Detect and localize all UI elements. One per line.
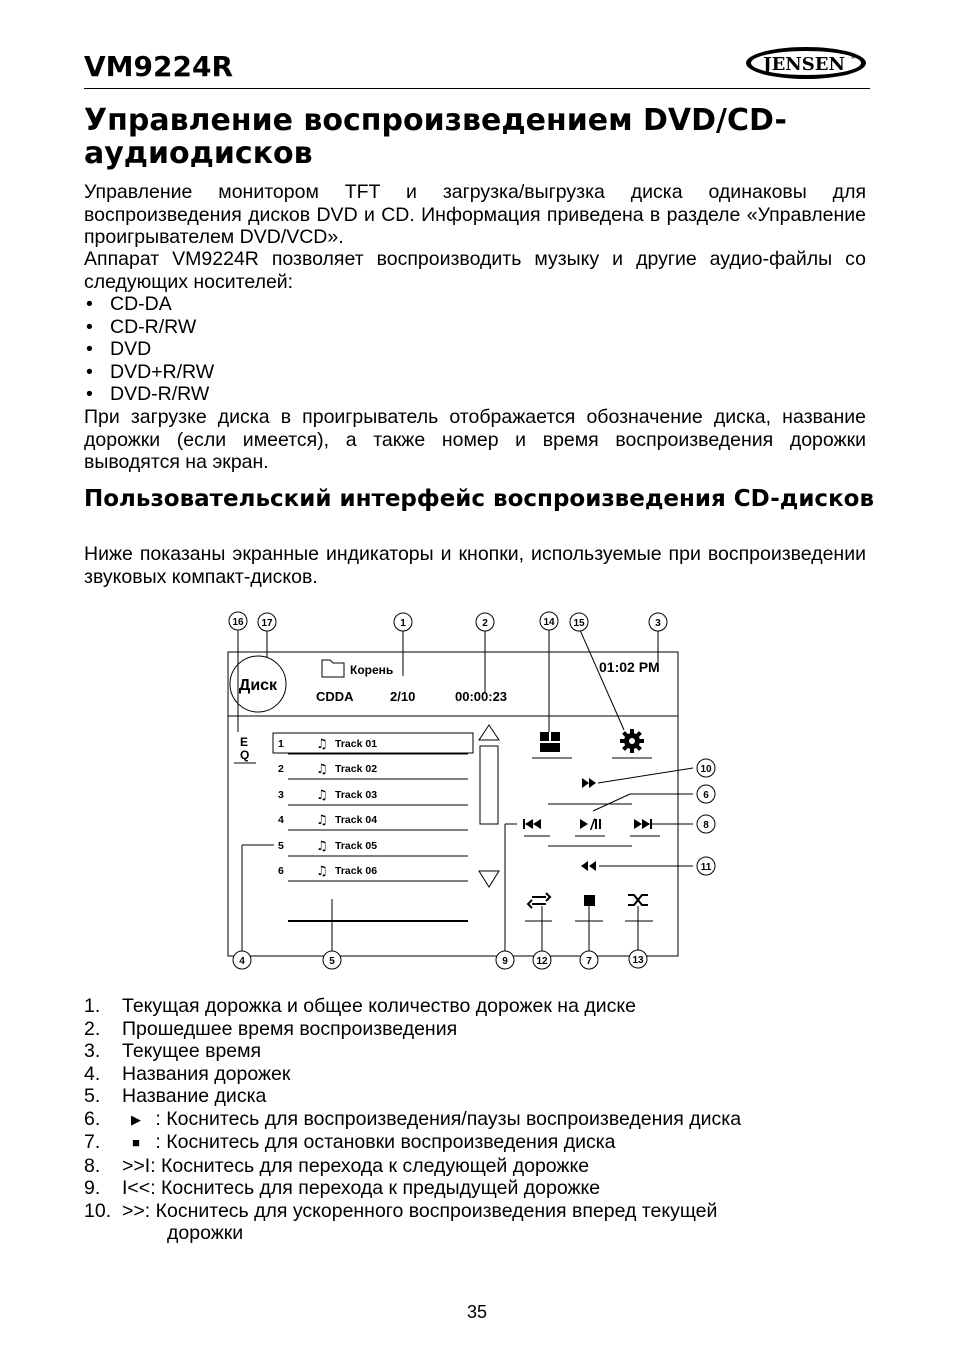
svg-text:1: 1 bbox=[400, 618, 406, 629]
callout-13 bbox=[629, 950, 647, 968]
logo-registered-mark: ® bbox=[850, 54, 856, 61]
svg-text:2: 2 bbox=[482, 618, 488, 629]
callout-12 bbox=[533, 951, 551, 969]
intro-paragraph-3: При загрузке диска в проигрыватель отображается обозначение диска, название дорожки (если имеется), а также номер и время воспроизведения дорожки выводятся на экран. bbox=[84, 406, 866, 473]
legend-text: I<<: Коснитесь для перехода к предыдущей дорожке bbox=[122, 1177, 601, 1199]
stop-icon bbox=[584, 895, 595, 906]
callout-8 bbox=[697, 815, 715, 833]
legend-number: 5. bbox=[84, 1085, 101, 1107]
folder-name: Корень bbox=[350, 663, 394, 677]
scroll-down-icon bbox=[479, 871, 499, 887]
legend-list bbox=[84, 995, 874, 1245]
legend-item bbox=[84, 1155, 874, 1178]
legend-text: Прошедшее время воспроизведения bbox=[122, 1017, 458, 1040]
scrollbar bbox=[480, 746, 498, 824]
track-number: 1 bbox=[278, 738, 284, 750]
section-paragraph: Ниже показаны экранные индикаторы и кнопки, используемые при воспроизведении звуковых компакт-дисков. bbox=[84, 543, 866, 588]
cd-interface-diagram bbox=[220, 606, 720, 976]
svg-text:8: 8 bbox=[703, 820, 709, 831]
legend-item bbox=[84, 1131, 874, 1155]
disc-label: Диск bbox=[238, 677, 278, 694]
music-note-icon: ♫ bbox=[316, 839, 328, 854]
legend-text: : Коснитесь для воспроизведения/паузы воспроизведения диска bbox=[150, 1107, 742, 1130]
legend-item bbox=[84, 995, 874, 1018]
legend-text: >>I: Коснитесь для перехода к следующей дорожке bbox=[122, 1154, 590, 1177]
list-item: • DVD-R/RW bbox=[84, 383, 214, 406]
intro-paragraph-1: Управление монитором TFT и загрузка/выгрузка диска одинаковы для воспроизведения дисков DVD и CD. Информация приведена в разделе «Управление проигрывателем DVD/VCD». bbox=[84, 181, 866, 248]
grid-menu-icon bbox=[540, 732, 560, 752]
callout-4 bbox=[233, 951, 251, 969]
callout-14 bbox=[540, 612, 558, 630]
callout-17 bbox=[258, 613, 276, 631]
jensen-logo bbox=[744, 45, 868, 81]
repeat-icon bbox=[528, 893, 550, 908]
callout-7 bbox=[580, 951, 598, 969]
legend-number: 6. bbox=[84, 1107, 101, 1130]
legend-text: Текущее время bbox=[122, 1040, 262, 1062]
legend-item bbox=[84, 1085, 874, 1108]
legend-number: 4. bbox=[84, 1062, 101, 1085]
svg-text:9: 9 bbox=[502, 956, 508, 967]
music-note-icon: ♫ bbox=[316, 788, 328, 803]
legend-item bbox=[84, 1108, 874, 1132]
legend-item bbox=[84, 1200, 874, 1245]
track-number: 3 bbox=[278, 789, 284, 801]
svg-text:11: 11 bbox=[700, 862, 712, 873]
track-number: 4 bbox=[278, 814, 284, 826]
music-note-icon: ♫ bbox=[316, 737, 328, 752]
legend-text-continuation: дорожки bbox=[167, 1222, 244, 1244]
track-name: Track 06 bbox=[335, 865, 378, 877]
callout-2 bbox=[476, 613, 494, 631]
track-name: Track 05 bbox=[335, 840, 378, 852]
legend-number: 9. bbox=[84, 1177, 101, 1199]
header-rule bbox=[84, 88, 870, 89]
legend-item bbox=[84, 1040, 874, 1063]
legend-text: Названия дорожек bbox=[122, 1062, 291, 1085]
svg-text:12: 12 bbox=[536, 956, 548, 967]
legend-item bbox=[84, 1018, 874, 1041]
legend-number: 2. bbox=[84, 1017, 101, 1040]
music-note-icon: ♫ bbox=[316, 864, 328, 879]
legend-number: 3. bbox=[84, 1040, 101, 1062]
legend-text: Название диска bbox=[122, 1085, 267, 1107]
list-item: • DVD bbox=[84, 338, 214, 361]
legend-text: >>: Коснитесь для ускоренного воспроизведения вперед текущей bbox=[122, 1199, 718, 1222]
list-item: • DVD+R/RW bbox=[84, 361, 214, 384]
svg-text:3: 3 bbox=[655, 618, 661, 629]
music-note-icon: ♫ bbox=[316, 762, 328, 777]
elapsed-time: 00:00:23 bbox=[455, 689, 508, 704]
svg-text:16: 16 bbox=[232, 617, 244, 628]
eq-label-e: E bbox=[240, 735, 249, 749]
next-track-icon bbox=[634, 819, 652, 829]
scroll-up-icon bbox=[479, 725, 499, 740]
svg-text:17: 17 bbox=[261, 618, 273, 629]
legend-item bbox=[84, 1177, 874, 1200]
folder-icon bbox=[322, 660, 344, 677]
legend-text: : Коснитесь для остановки воспроизведения диска bbox=[150, 1131, 616, 1153]
stop-icon: ■ bbox=[132, 1135, 140, 1150]
gear-icon bbox=[620, 729, 644, 753]
track-number: 2 bbox=[278, 763, 284, 775]
list-item: • CD-R/RW bbox=[84, 316, 214, 339]
callout-5 bbox=[323, 951, 341, 969]
model-name: VM9224R bbox=[84, 50, 234, 83]
callout-16 bbox=[229, 612, 247, 630]
media-list bbox=[84, 293, 214, 406]
track-counter: 2/10 bbox=[390, 689, 416, 704]
track-number: 5 bbox=[278, 840, 284, 852]
intro-paragraph-2: Аппарат VM9224R позволяет воспроизводить музыку и другие аудио-файлы со следующих носителей: bbox=[84, 248, 866, 293]
callout-6 bbox=[697, 785, 715, 803]
legend-number: 10. bbox=[84, 1199, 112, 1222]
rewind-icon bbox=[581, 861, 596, 871]
svg-text:6: 6 bbox=[703, 790, 709, 801]
callout-10 bbox=[697, 759, 715, 777]
previous-track-icon bbox=[523, 819, 541, 829]
callout-1 bbox=[394, 613, 412, 631]
fast-forward-icon bbox=[582, 778, 596, 788]
svg-text:13: 13 bbox=[632, 955, 644, 966]
page-number: 35 bbox=[466, 1302, 488, 1322]
section-title: Пользовательский интерфейс воспроизведения CD-дисков bbox=[84, 486, 875, 512]
music-note-icon: ♫ bbox=[316, 813, 328, 828]
eq-label-q: Q bbox=[240, 748, 250, 762]
legend-number: 1. bbox=[84, 995, 101, 1017]
track-name: Track 02 bbox=[335, 763, 378, 775]
callout-9 bbox=[496, 951, 514, 969]
callout-11 bbox=[697, 857, 715, 875]
legend-text: Текущая дорожка и общее количество дорожек на диске bbox=[122, 995, 636, 1017]
svg-text:15: 15 bbox=[573, 618, 585, 629]
track-name: Track 03 bbox=[335, 789, 378, 801]
clock: 01:02 PM bbox=[599, 659, 660, 675]
track-name: Track 01 bbox=[335, 738, 378, 750]
svg-text:10: 10 bbox=[700, 764, 712, 775]
track-name: Track 04 bbox=[335, 814, 378, 826]
play-pause-icon bbox=[580, 818, 601, 830]
legend-item bbox=[84, 1063, 874, 1086]
list-item: • CD-DA bbox=[84, 293, 214, 316]
format-label: CDDA bbox=[316, 689, 354, 704]
svg-text:4: 4 bbox=[239, 956, 245, 967]
svg-text:5: 5 bbox=[329, 956, 335, 967]
shuffle-icon bbox=[628, 895, 648, 905]
track-number: 6 bbox=[278, 865, 284, 877]
svg-text:14: 14 bbox=[543, 617, 555, 628]
page-title: Управление воспроизведением DVD/CD-аудиодисков bbox=[84, 103, 787, 171]
play-icon: ▶ bbox=[131, 1111, 141, 1127]
callout-3 bbox=[649, 613, 667, 631]
svg-text:7: 7 bbox=[586, 956, 592, 967]
callout-15 bbox=[570, 613, 588, 631]
legend-number: 7. bbox=[84, 1131, 101, 1153]
logo-text: JENSEN bbox=[763, 54, 845, 75]
legend-number: 8. bbox=[84, 1154, 101, 1177]
